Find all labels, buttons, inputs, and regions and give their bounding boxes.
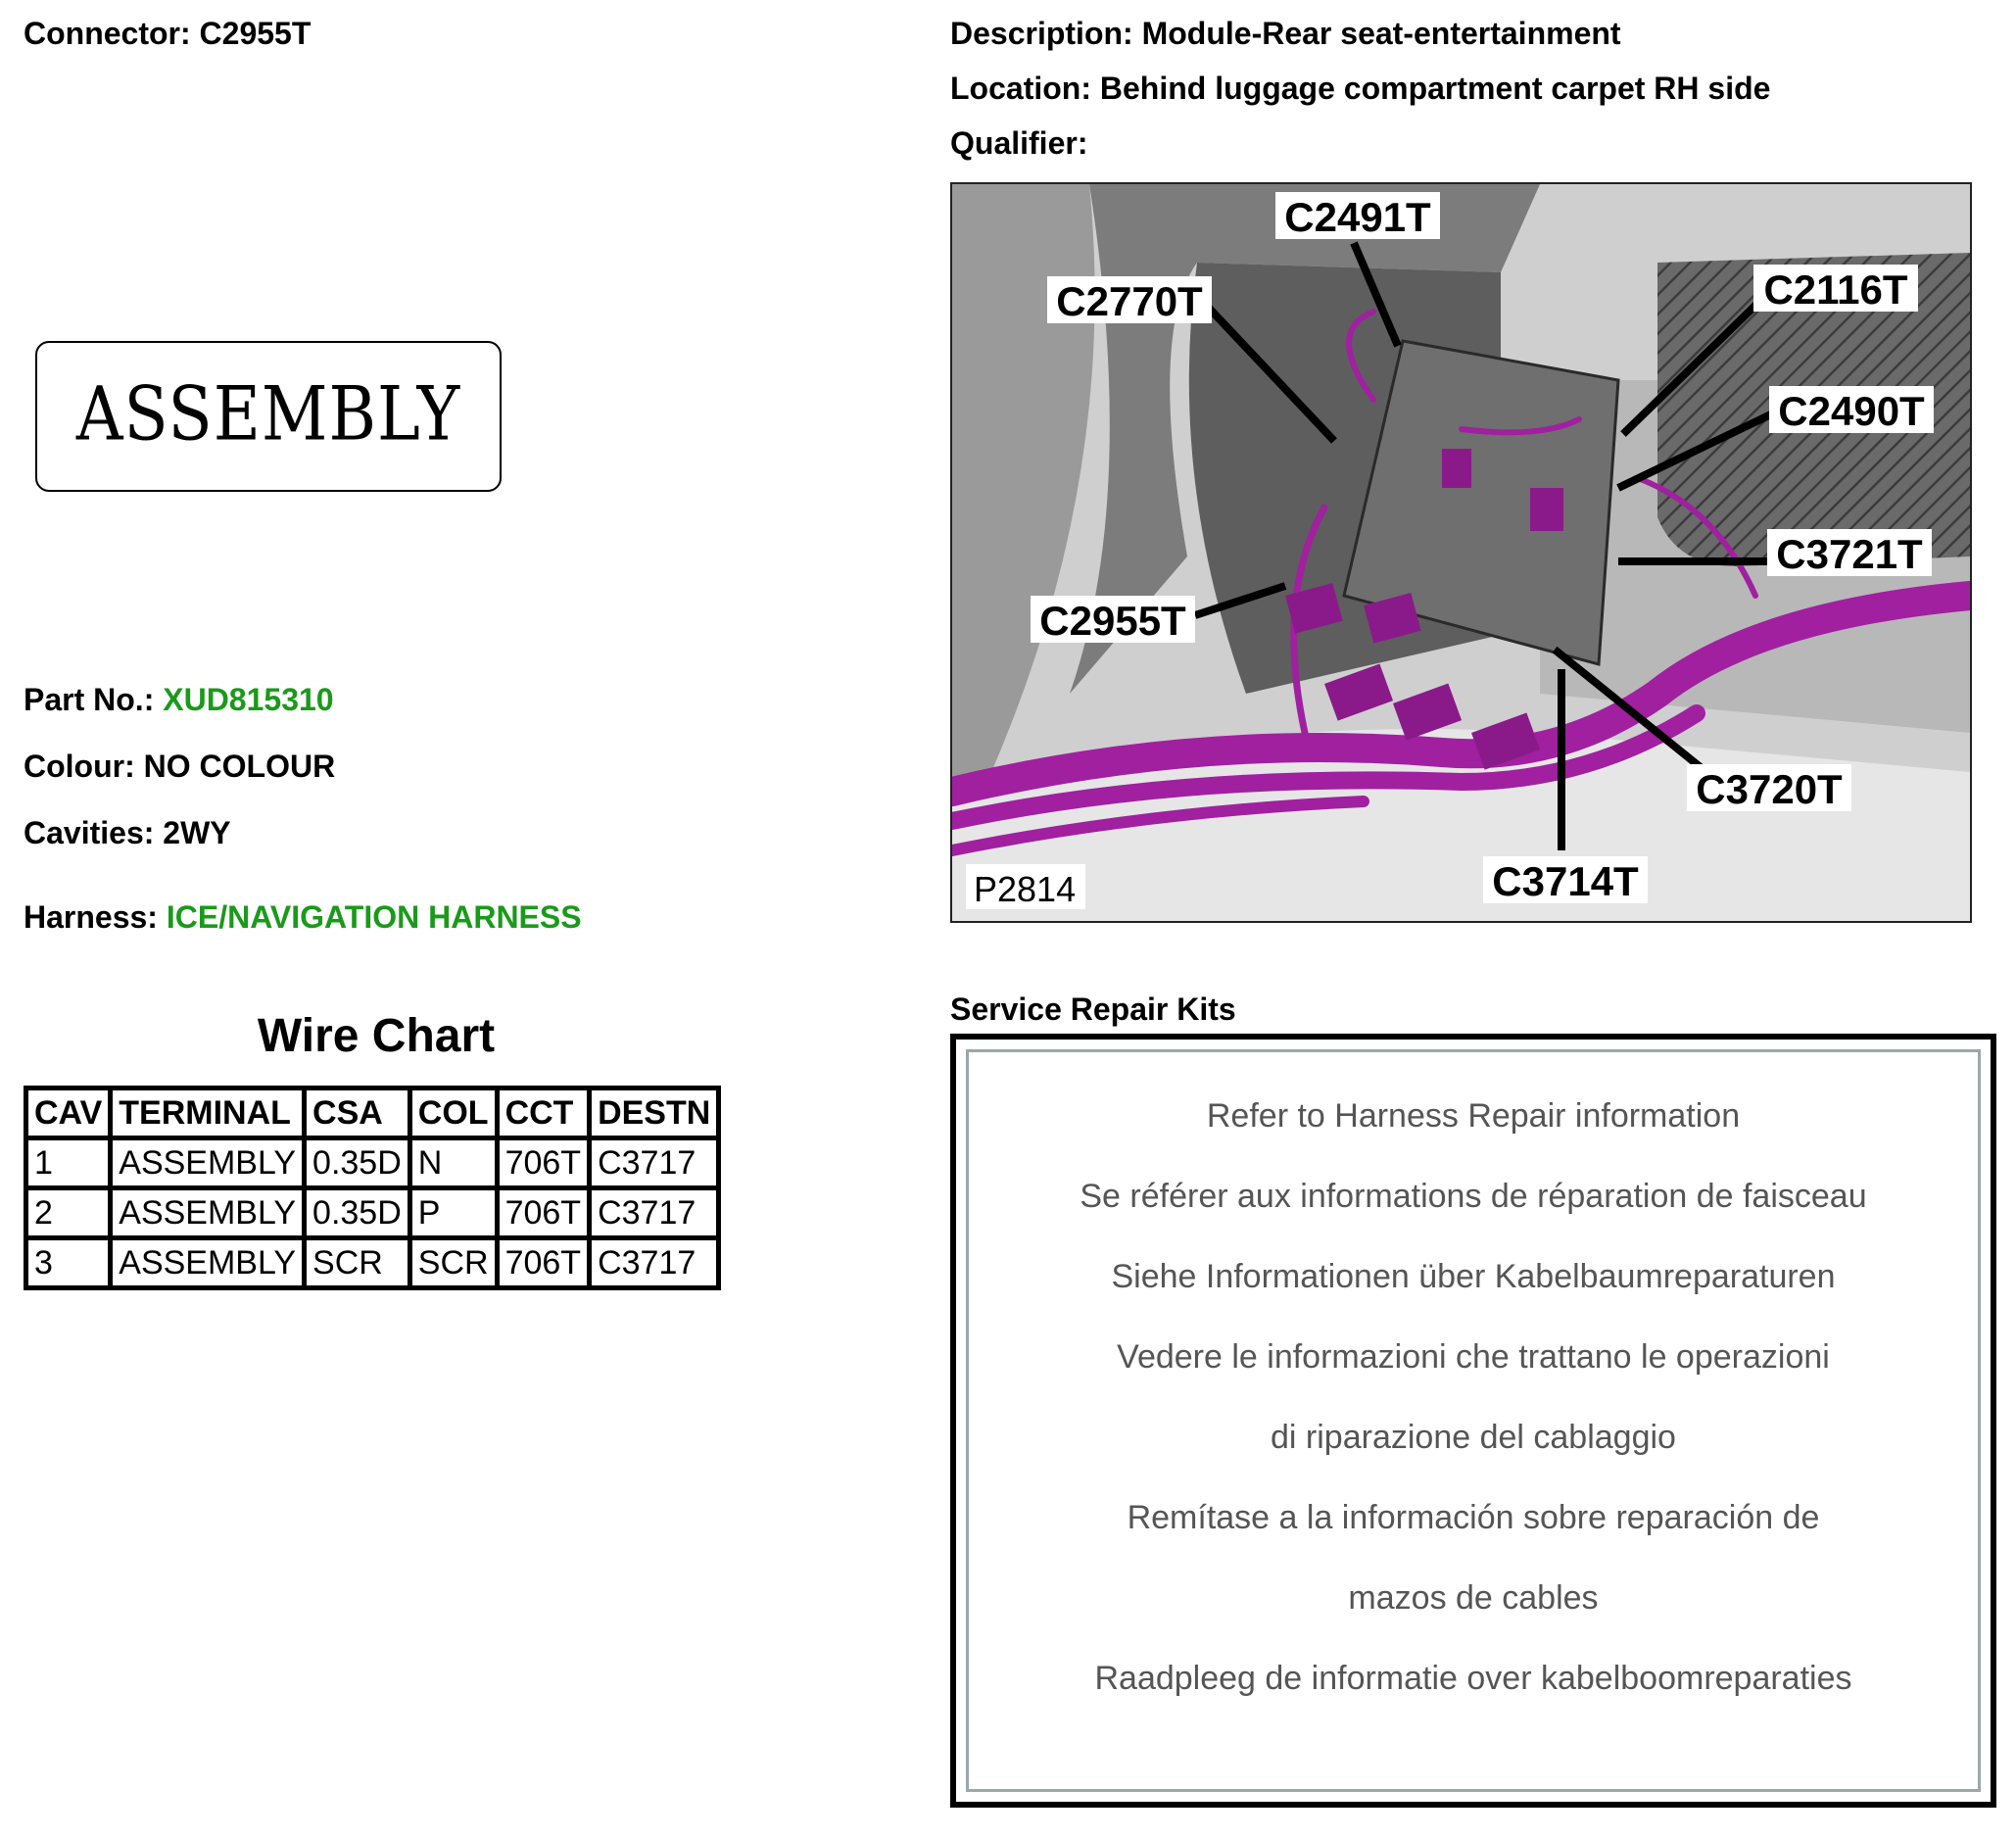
table-row [26, 1188, 719, 1238]
callout-c3714t: C3714T [1492, 858, 1639, 904]
callout-c2770t: C2770T [1056, 278, 1203, 324]
qualifier-label: Qualifier: [950, 125, 1088, 161]
kit-line-es-1: Remítase a la información sobre reparación de [1127, 1499, 1820, 1536]
part-no-line [24, 682, 334, 718]
description-value: Module-Rear seat-entertainment [1141, 16, 1621, 51]
cell-col: SCR [409, 1238, 497, 1288]
illustration-svg [952, 184, 1970, 921]
location-label: Location: [950, 71, 1091, 106]
header-destn: DESTN [590, 1088, 719, 1138]
connector-value: C2955T [199, 16, 312, 51]
cavities-line [24, 815, 231, 851]
colour-value: NO COLOUR [143, 749, 336, 784]
harness-link[interactable]: ICE/NAVIGATION HARNESS [166, 899, 582, 935]
part-no-label: Part No.: [24, 682, 155, 717]
wire-chart-table [24, 1086, 721, 1290]
header-csa: CSA [305, 1088, 410, 1138]
service-kits-box [950, 1034, 1996, 1808]
photo-reference: P2814 [974, 869, 1077, 909]
cell-csa: SCR [305, 1238, 410, 1288]
kit-line-nl: Raadpleeg de informatie over kabelboomreparaties [1094, 1660, 1852, 1697]
description-label: Description: [950, 16, 1133, 51]
cell-cct: 706T [497, 1188, 590, 1238]
description-line [950, 16, 1621, 52]
harness-line [24, 899, 582, 936]
cavities-value: 2WY [163, 815, 231, 850]
assembly-box [35, 341, 502, 492]
cell-col: P [409, 1188, 497, 1238]
part-no-link[interactable]: XUD815310 [163, 682, 334, 717]
location-line [950, 71, 1770, 107]
cell-cct: 706T [497, 1138, 590, 1188]
callout-c2116t: C2116T [1763, 266, 1908, 313]
table-row [26, 1238, 719, 1288]
cavities-label: Cavities: [24, 815, 155, 850]
table-row [26, 1138, 719, 1188]
kit-line-es-2: mazos de cables [1348, 1579, 1599, 1617]
cell-csa: 0.35D [305, 1138, 410, 1188]
cell-destn: C3717 [590, 1188, 719, 1238]
cell-terminal: ASSEMBLY [111, 1138, 305, 1188]
colour-label: Colour: [24, 749, 135, 784]
qualifier-line [950, 125, 1087, 162]
cell-destn: C3717 [590, 1138, 719, 1188]
header-cct: CCT [497, 1088, 590, 1138]
wire-chart-title: Wire Chart [257, 1010, 496, 1062]
callout-c2490t: C2490T [1778, 388, 1925, 434]
service-kits-title: Service Repair Kits [950, 992, 1236, 1027]
callout-c3720t: C3720T [1696, 766, 1843, 812]
callout-c2491t: C2491T [1284, 194, 1431, 240]
cell-destn: C3717 [590, 1238, 719, 1288]
kit-line-it-1: Vedere le informazioni che trattano le operazioni [1117, 1338, 1830, 1376]
cell-terminal: ASSEMBLY [111, 1188, 305, 1238]
cell-terminal: ASSEMBLY [111, 1238, 305, 1288]
location-illustration [950, 182, 1972, 923]
location-value: Behind luggage compartment carpet RH side [1099, 71, 1771, 106]
kit-line-it-2: di riparazione del cablaggio [1271, 1419, 1676, 1456]
header-terminal: TERMINAL [111, 1088, 305, 1138]
cell-cav: 2 [26, 1188, 111, 1238]
service-kits-inner [966, 1049, 1981, 1792]
kit-line-en: Refer to Harness Repair information [1206, 1097, 1741, 1135]
connector-label: Connector: [24, 16, 191, 51]
wire-chart-header-row [26, 1088, 719, 1138]
cell-cav: 3 [26, 1238, 111, 1288]
header-cav: CAV [26, 1088, 111, 1138]
kit-line-fr: Se référer aux informations de réparation de faisceau [1080, 1178, 1867, 1215]
kit-line-de: Siehe Informationen über Kabelbaumreparaturen [1111, 1258, 1836, 1295]
colour-line [24, 749, 335, 785]
callout-c3721t: C3721T [1776, 531, 1923, 577]
assembly-label: ASSEMBLY [75, 370, 461, 458]
header-col: COL [409, 1088, 497, 1138]
harness-label: Harness: [24, 899, 158, 935]
cell-col: N [409, 1138, 497, 1188]
cell-csa: 0.35D [305, 1188, 410, 1238]
cell-cct: 706T [497, 1238, 590, 1288]
connector-line [24, 16, 311, 52]
cell-cav: 1 [26, 1138, 111, 1188]
callout-c2955t: C2955T [1039, 598, 1186, 644]
